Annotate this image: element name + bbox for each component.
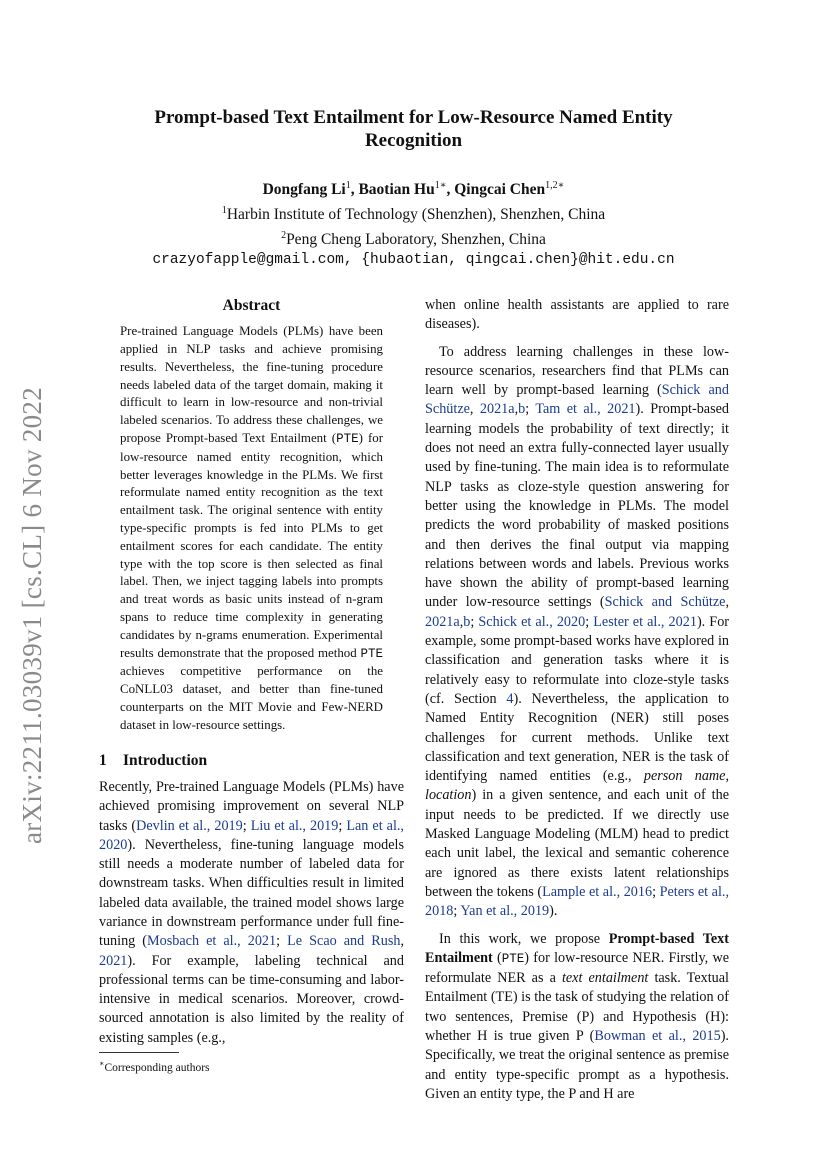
section-title: Introduction: [123, 751, 208, 769]
author-emails: crazyofapple@gmail.com, {hubaotian, qingcai.chen}@hit.edu.cn: [152, 252, 675, 269]
citation-link[interactable]: Le Scao and Rush: [287, 933, 401, 950]
left-column: [99, 296, 404, 1048]
abstract-heading: Abstract: [222, 297, 281, 314]
citation-link[interactable]: 2021a: [479, 401, 515, 418]
method-acronym: PTE: [336, 432, 359, 447]
citation-link[interactable]: Lample et al., 2016: [542, 883, 653, 900]
footnote-mark: ∗: [99, 1059, 105, 1068]
citation-link[interactable]: Lan et al., 2020: [99, 817, 404, 853]
intro-paragraph-2: To address learning challenges in these low-resource scenarios, researchers find that PLMs can learn well by prompt-based learning (Schick and Schütze, 2021a,b; Tam et al., 2021). Prompt-based learning models the probability of text directly; it does not need an extra fully-connected layer usually used by fine-tuning. The main idea is to reformulate NLP tasks as cloze-style question answering for better using the knowledge in PLMs. The model predicts the word probability of masked positions and then derives the final output via mapping relations between words and labels. Previous works have shown the ability of prompt-based learning under low-resource settings (Schick and Schütze, 2021a,b; Schick et al., 2020; Lester et al., 2021). For example, some prompt-based works have explored in classification and generation tasks where it is relatively easy to reformulate into cloze-style tasks (cf. Section 4). Nevertheless, the application to Named Entity Recognition (NER) still poses challenges for current methods. Unlike text classification and text generation, NER is the task of identifying named entities (e.g., person name, location) in a given sentence, and each unit of the input needs to be predicted. If we directly use Masked Language Modeling (MLM) head to predict each unit label, the lexical and semantic coherence are ignored as there exists latent relationships between the tokens (Lample et al., 2016; Peters et al., 2018; Yan et al., 2019).: [425, 343, 730, 920]
citation-link[interactable]: Mosbach et al., 2021: [147, 933, 277, 950]
footnote: [99, 1052, 404, 1074]
citation-link[interactable]: Peters et al., 2018: [425, 883, 729, 920]
citation-link[interactable]: b: [463, 613, 471, 630]
citation-link[interactable]: Schick and Schütze: [604, 594, 726, 611]
citation-link[interactable]: 2021a: [425, 613, 460, 630]
abstract-body: Pre-trained Language Models (PLMs) have been applied in NLP tasks and achieve promising results. Nevertheless, the fine-tuning procedure needs labeled data of the target domain, making it difficult to learn in low-resource and non-trivial labeled scenarios. To address these challenges, we propose Prompt-based Text Entailment (PTE) for low-resource named entity recognition, which better leverages knowledge in the PLMs. We first reformulate named entity recognition as the text entailment task. The original sentence with entity type-specific prompts is fed into PLMs to get entailment scores for each candidate. The entity type with the top score is then selected as final label. Then, we inject tagging labels into prompts and treat words as basic units instead of n-gram spans to reduce time complexity in generating candidates by n-grams enumeration. Experimental results demonstrate that the proposed method PTE achieves competitive performance on the CoNLL03 dataset, and better than fine-tuned counterparts on the MIT Movie and Few-NERD dataset in low-resource settings.: [120, 324, 383, 732]
author-name: Dongfang Li: [262, 181, 346, 199]
section-reference-link[interactable]: 4: [506, 690, 514, 707]
author-name: Baotian Hu: [358, 181, 435, 199]
citation-link[interactable]: b: [518, 401, 526, 418]
citation-link[interactable]: Yan et al., 2019: [460, 903, 550, 920]
intro-paragraph-3: In this work, we propose Prompt-based Text Entailment (PTE) for low-resource NER. Firstly, we reformulate NER as a text entailment task. Textual Entailment (TE) is the task of studying the relation of two sentences, Premise (P) and Hypothesis (H): whether H is true given P (Bowman et al., 2015). Specifically, we treat the original sentence as premise and entity type-specific prompt as a hypothesis. Given an entity type, the P and H are: [425, 930, 729, 1102]
citation-link[interactable]: Devlin et al., 2019: [136, 817, 243, 834]
citation-link[interactable]: 2021: [99, 952, 128, 969]
citation-link[interactable]: Lester et al., 2021: [593, 613, 697, 630]
intro-paragraph-1-continued: when online health assistants are applied to rare diseases).: [425, 297, 729, 333]
affiliation-2: $^2$Peng Cheng Laboratory, Shenzhen, China: [281, 230, 546, 249]
author-names: Dongfang Li$^1$, Baotian $Hu^{1∗}$, Qingcai Chen$^{1,2∗}$: [262, 180, 565, 199]
footnote-rule: [99, 1052, 179, 1053]
citation-link[interactable]: Liu et al., 2019: [250, 817, 339, 834]
section-number: 1: [99, 751, 107, 769]
citation-link[interactable]: Tam et al., 2021: [535, 401, 636, 418]
method-acronym: PTE: [360, 646, 383, 661]
section-heading-introduction: [99, 751, 404, 770]
author-name: Qingcai Chen: [454, 181, 546, 199]
intro-paragraph-1: Recently, Pre-trained Language Models (PLMs) have achieved promising improvement on several NLP tasks (Devlin et al., 2019; Liu et al., 2019; Lan et al., 2020). Nevertheless, fine-tuning language models still needs a moderate number of labeled data for downstream tasks. When difficulties result in limited labeled data available, the trained model shows large variance in downstream performance under full fine-tuning (Mosbach et al., 2021; Le Scao and Rush, 2021). For example, labeling technical and professional terms can be time-consuming and labor-intensive in medical scenarios. Moreover, crowd-sourced annotation is also limited by the reality of existing samples (e.g.,: [99, 778, 404, 1046]
right-column: [425, 296, 729, 1104]
arxiv-identifier-stamp: [18, 355, 48, 875]
paper-title: Prompt-based Text Entailment for Low-Resource Named Entity Recognition: [154, 107, 673, 151]
author-block: [100, 175, 727, 271]
method-acronym: PTE: [501, 951, 525, 966]
citation-link[interactable]: Schick et al., 2020: [478, 613, 586, 630]
affiliation-1: $^1$Harbin Institute of Technology (Shenzhen), Shenzhen, China: [221, 205, 606, 224]
footnote-text: Corresponding authors: [104, 1061, 210, 1074]
citation-link[interactable]: Bowman et al., 2015: [594, 1027, 721, 1044]
arxiv-stamp-text: arXiv:2211.03039v1 [cs.CL] 6 Nov 2022: [17, 386, 48, 844]
citation-link[interactable]: Schick and Schütze: [425, 382, 729, 418]
